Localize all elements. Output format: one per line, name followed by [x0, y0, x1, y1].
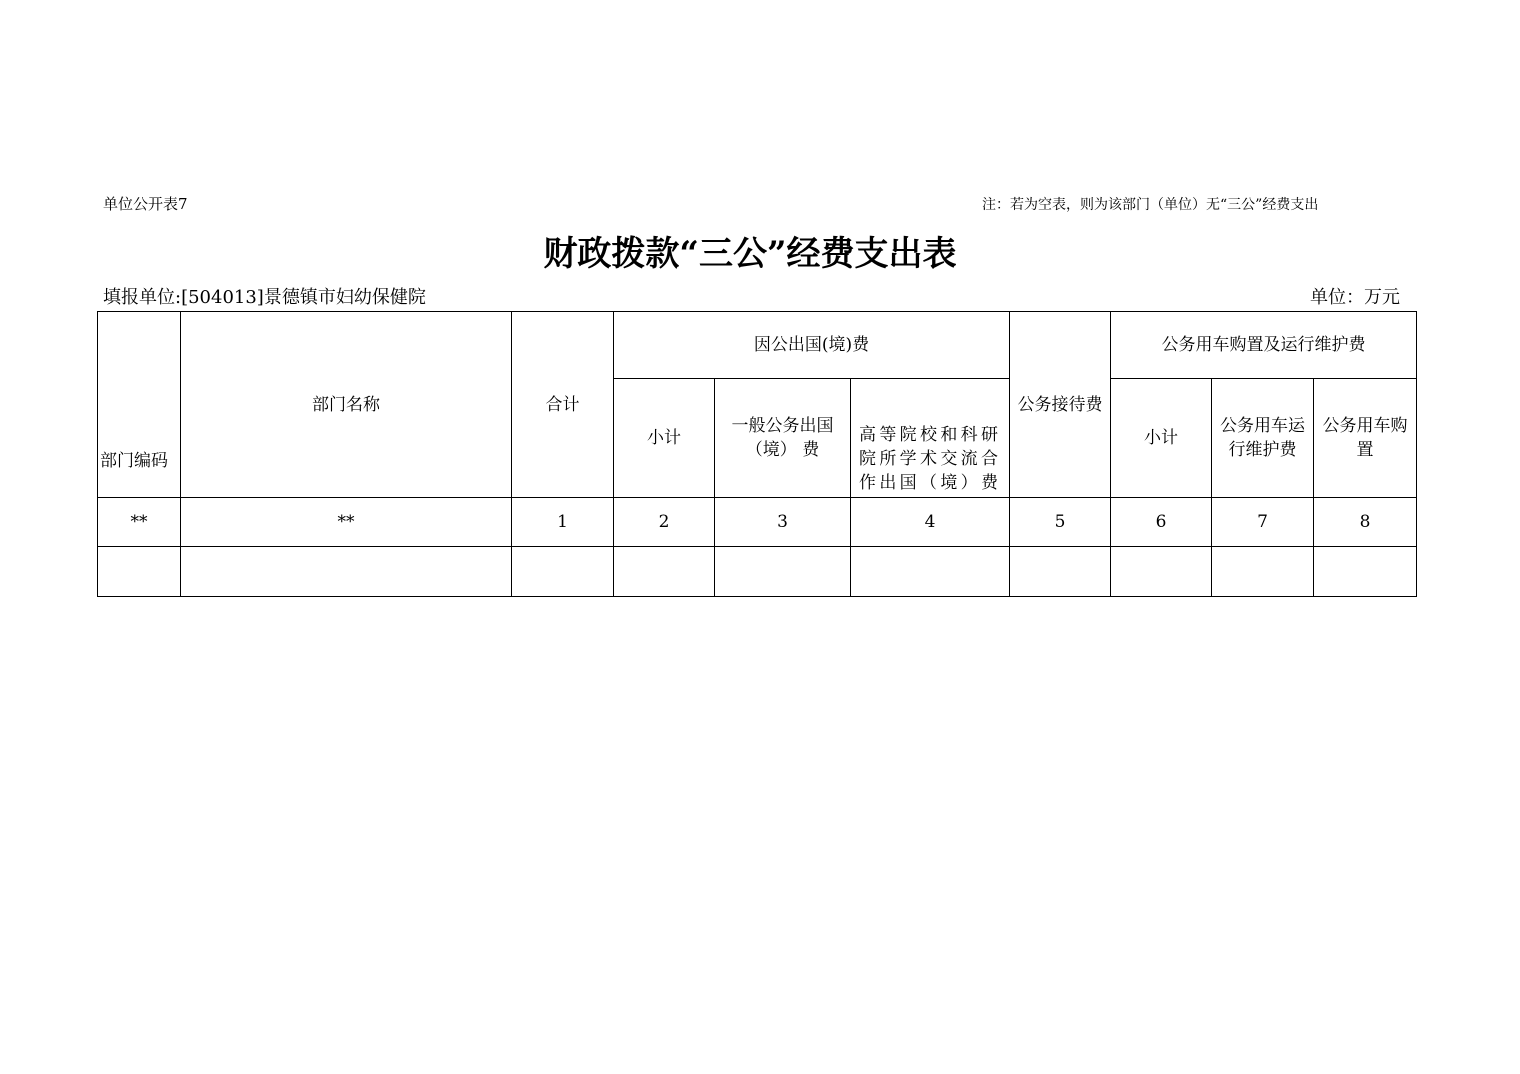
header-total: 合计: [512, 312, 614, 498]
table-cell: [1010, 547, 1111, 597]
table-cell: [1111, 547, 1212, 597]
index-row: [98, 498, 1417, 547]
table-row: [98, 547, 1417, 597]
empty-table-note: 注：若为空表，则为该部门（单位）无“三公”经费支出: [982, 197, 1319, 213]
form-id: 单位公开表7: [103, 195, 188, 213]
index-cell: 1: [512, 498, 614, 547]
table-cell: [1212, 547, 1314, 597]
index-cell: 3: [715, 498, 851, 547]
header-vehicle-group: 公务用车购置及运行维护费: [1111, 312, 1417, 379]
index-cell: 7: [1212, 498, 1314, 547]
header-row-1: [98, 312, 1417, 379]
index-cell: 6: [1111, 498, 1212, 547]
page-title: 财政拨款“三公”经费支出表: [543, 234, 957, 274]
filler-unit: 填报单位:[504013]景德镇市妇幼保健院: [103, 287, 426, 308]
header-reception: 公务接待费: [1010, 312, 1111, 498]
table-cell: [715, 547, 851, 597]
index-cell: 5: [1010, 498, 1111, 547]
table-cell: [512, 547, 614, 597]
table-cell: [851, 547, 1010, 597]
header-overseas-general: 一般公务出国 （境） 费: [715, 379, 851, 498]
header-dept-code: 部门编码: [98, 312, 181, 498]
currency-unit: 单位：万元: [1310, 287, 1400, 308]
index-cell: **: [98, 498, 181, 547]
table-cell: [614, 547, 715, 597]
table-cell: [181, 547, 512, 597]
index-cell: 4: [851, 498, 1010, 547]
header-dept-name: 部门名称: [181, 312, 512, 498]
header-overseas-group: 因公出国(境)费: [614, 312, 1010, 379]
table-cell: [1314, 547, 1417, 597]
header-vehicle-purchase: 公务用车购置: [1314, 379, 1417, 498]
table-cell: [98, 547, 181, 597]
header-vehicle-subtotal: 小计: [1111, 379, 1212, 498]
expense-table: [97, 311, 1417, 597]
index-cell: 8: [1314, 498, 1417, 547]
index-cell: **: [181, 498, 512, 547]
index-cell: 2: [614, 498, 715, 547]
header-overseas-subtotal: 小计: [614, 379, 715, 498]
header-vehicle-operation: 公务用车运行维护费: [1212, 379, 1314, 498]
header-overseas-academic: 高等院校和科研 院所学术交流合 作出国（境）费: [851, 379, 1010, 498]
